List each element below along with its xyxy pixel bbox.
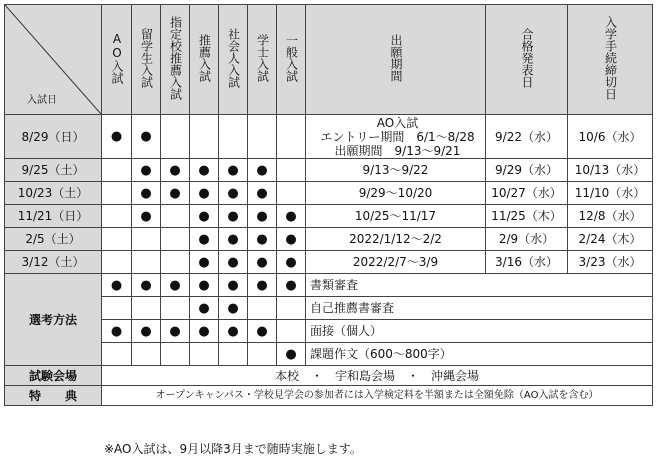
period-line: 10/25～11/17 — [354, 209, 437, 223]
enrollment-deadline: 2/24（木） — [568, 228, 653, 251]
mark-cell — [219, 251, 248, 274]
dot-mark: ● — [227, 254, 239, 270]
col-header-ao: AO入試 — [110, 32, 124, 84]
mark-cell — [102, 343, 132, 366]
result-date: 2/9（水） — [486, 228, 568, 251]
dot-mark: ● — [198, 208, 210, 224]
mark-cell — [161, 297, 190, 320]
dot-mark: ● — [256, 208, 268, 224]
dot-mark: ● — [256, 277, 268, 293]
exam-row — [5, 251, 653, 274]
dot-mark: ● — [140, 277, 152, 293]
application-period — [306, 251, 486, 274]
dot-mark: ● — [198, 162, 210, 178]
mark-cell — [248, 274, 277, 297]
mark-cell — [102, 115, 132, 159]
mark-cell — [277, 228, 306, 251]
exam-date: 8/29（日） — [5, 115, 102, 159]
mark-cell — [277, 251, 306, 274]
exam-row — [5, 182, 653, 205]
mark-cell — [102, 205, 132, 228]
mark-cell — [219, 274, 248, 297]
dot-mark: ● — [110, 323, 123, 339]
dot-mark: ● — [169, 323, 181, 339]
mark-cell — [102, 320, 132, 343]
dot-mark: ● — [285, 277, 297, 293]
dot-mark: ● — [227, 208, 239, 224]
enrollment-deadline: 10/6（水） — [568, 115, 653, 159]
benefit-value: オープンキャンパス・学校見学会の参加者には入学検定料を半額または全額免除（AO入試を含む） — [102, 386, 653, 406]
selection-row — [5, 297, 653, 320]
application-period — [306, 228, 486, 251]
period-line: AO入試 — [376, 115, 419, 130]
dot-mark: ● — [198, 300, 210, 316]
mark-cell — [190, 182, 219, 205]
footnote: ※AO入試は、9月以降3月まで随時実施します。 — [104, 442, 362, 456]
mark-cell — [219, 320, 248, 343]
dot-mark: ● — [227, 300, 239, 316]
col-header-designated: 指定校推薦入試 — [168, 16, 183, 100]
dot-mark: ● — [140, 185, 152, 201]
dot-mark: ● — [227, 162, 239, 178]
dot-mark: ● — [285, 231, 297, 247]
dot-mark: ● — [285, 254, 297, 270]
dot-mark: ● — [169, 185, 181, 201]
mark-cell — [248, 205, 277, 228]
mark-cell — [248, 159, 277, 182]
mark-cell — [248, 297, 277, 320]
application-period — [306, 159, 486, 182]
corner-header — [5, 5, 102, 115]
mark-cell — [219, 182, 248, 205]
mark-cell — [132, 159, 161, 182]
mark-cell — [277, 115, 306, 159]
mark-cell — [102, 274, 132, 297]
mark-cell — [132, 343, 161, 366]
mark-cell — [102, 228, 132, 251]
application-period — [306, 182, 486, 205]
dot-mark: ● — [110, 129, 123, 144]
mark-cell — [190, 205, 219, 228]
mark-cell — [161, 159, 190, 182]
dot-mark: ● — [227, 323, 239, 339]
mark-cell — [190, 159, 219, 182]
col-header-bachelor: 学士入試 — [255, 34, 270, 82]
exam-row — [5, 205, 653, 228]
selection-method: 自己推薦書審査 — [306, 297, 653, 320]
col-header-result-date: 合格発表日 — [520, 28, 534, 88]
period-line: 9/13～9/22 — [362, 163, 429, 177]
dot-mark: ● — [227, 185, 239, 201]
mark-cell — [132, 320, 161, 343]
mark-cell — [248, 320, 277, 343]
mark-cell — [277, 182, 306, 205]
exam-row — [5, 228, 653, 251]
application-period — [306, 205, 486, 228]
admission-schedule — [4, 4, 652, 456]
dot-mark: ● — [227, 277, 239, 293]
enrollment-deadline: 3/23（水） — [568, 251, 653, 274]
dot-mark: ● — [198, 185, 210, 201]
mark-cell — [248, 182, 277, 205]
mark-cell — [248, 251, 277, 274]
period-line: 9/29～10/20 — [358, 186, 433, 200]
benefit-label: 特 典 — [5, 386, 102, 406]
result-date: 3/16（水） — [486, 251, 568, 274]
mark-cell — [219, 228, 248, 251]
dot-mark: ● — [110, 277, 123, 293]
dot-mark: ● — [198, 254, 210, 270]
col-header-international: 留学生入試 — [139, 28, 154, 88]
result-date: 9/22（水） — [486, 115, 568, 159]
dot-mark: ● — [256, 185, 268, 201]
dot-mark: ● — [140, 208, 152, 224]
mark-cell — [132, 115, 161, 159]
mark-cell — [161, 251, 190, 274]
dot-mark: ● — [227, 231, 239, 247]
mark-cell — [132, 205, 161, 228]
mark-cell — [277, 159, 306, 182]
period-line: 2022/1/12～2/2 — [349, 232, 442, 246]
dot-mark: ● — [256, 254, 268, 270]
dot-mark: ● — [285, 346, 297, 362]
mark-cell — [132, 297, 161, 320]
application-period — [306, 115, 486, 159]
mark-cell — [277, 343, 306, 366]
venue-row — [5, 366, 653, 386]
venue-value: 本校 ・ 宇和島会場 ・ 沖縄会場 — [102, 366, 653, 386]
mark-cell — [277, 320, 306, 343]
period-line: 出願期間 9/13～9/21 — [334, 143, 461, 158]
mark-cell — [248, 228, 277, 251]
mark-cell — [277, 297, 306, 320]
mark-cell — [132, 228, 161, 251]
mark-cell — [190, 343, 219, 366]
period-line: 2022/2/7～3/9 — [352, 255, 439, 269]
mark-cell — [161, 205, 190, 228]
exam-date-header: 入試日 — [27, 95, 57, 106]
selection-method: 書類審査 — [306, 274, 653, 297]
col-header-deadline: 入学手続締切日 — [603, 16, 618, 100]
mark-cell — [248, 343, 277, 366]
result-date: 9/29（水） — [486, 159, 568, 182]
enrollment-deadline: 12/8（水） — [568, 205, 653, 228]
exam-date: 9/25（土） — [5, 159, 102, 182]
mark-cell — [190, 228, 219, 251]
selection-label: 選考方法 — [5, 274, 102, 366]
mark-cell — [161, 228, 190, 251]
mark-cell — [219, 159, 248, 182]
mark-cell — [102, 182, 132, 205]
selection-row — [5, 320, 653, 343]
col-header-adult: 社会人入試 — [226, 28, 241, 88]
exam-row — [5, 115, 653, 159]
dot-mark: ● — [198, 277, 210, 293]
mark-cell — [132, 274, 161, 297]
mark-cell — [190, 297, 219, 320]
mark-cell — [219, 205, 248, 228]
mark-cell — [190, 274, 219, 297]
mark-cell — [219, 343, 248, 366]
mark-cell — [190, 251, 219, 274]
dot-mark: ● — [169, 162, 181, 178]
enrollment-deadline: 10/13（水） — [568, 159, 653, 182]
schedule-table — [4, 4, 653, 406]
mark-cell — [102, 251, 132, 274]
selection-row — [5, 274, 653, 297]
mark-cell — [219, 297, 248, 320]
dot-mark: ● — [169, 277, 181, 293]
mark-cell — [248, 115, 277, 159]
dot-mark: ● — [140, 129, 152, 144]
selection-method: 面接（個人） — [306, 320, 653, 343]
mark-cell — [161, 343, 190, 366]
mark-cell — [219, 115, 248, 159]
mark-cell — [102, 297, 132, 320]
result-date: 10/27（水） — [486, 182, 568, 205]
mark-cell — [161, 182, 190, 205]
dot-mark: ● — [140, 162, 152, 178]
mark-cell — [132, 182, 161, 205]
enrollment-deadline: 11/10（水） — [568, 182, 653, 205]
exam-date: 2/5（土） — [5, 228, 102, 251]
dot-mark: ● — [285, 208, 297, 224]
exam-date: 11/21（日） — [5, 205, 102, 228]
benefit-row — [5, 386, 653, 406]
mark-cell — [277, 205, 306, 228]
mark-cell — [132, 251, 161, 274]
mark-cell — [161, 320, 190, 343]
mark-cell — [190, 320, 219, 343]
dot-mark: ● — [198, 231, 210, 247]
period-line: エントリー期間 6/1～8/28 — [320, 129, 475, 144]
venue-label: 試験会場 — [5, 366, 102, 386]
exam-date: 3/12（土） — [5, 251, 102, 274]
dot-mark: ● — [198, 323, 210, 339]
dot-mark: ● — [256, 231, 268, 247]
mark-cell — [161, 274, 190, 297]
selection-row — [5, 343, 653, 366]
dot-mark: ● — [140, 323, 152, 339]
mark-cell — [102, 159, 132, 182]
mark-cell — [161, 115, 190, 159]
result-date: 11/25（木） — [486, 205, 568, 228]
mark-cell — [190, 115, 219, 159]
col-header-general: 一般入試 — [284, 34, 299, 82]
selection-method: 課題作文（600～800字） — [306, 343, 653, 366]
col-header-recommendation: 推薦入試 — [197, 34, 212, 82]
col-header-application-period: 出願期間 — [389, 34, 403, 82]
mark-cell — [277, 274, 306, 297]
dot-mark: ● — [256, 323, 268, 339]
exam-date: 10/23（土） — [5, 182, 102, 205]
exam-row — [5, 159, 653, 182]
dot-mark: ● — [256, 162, 268, 178]
